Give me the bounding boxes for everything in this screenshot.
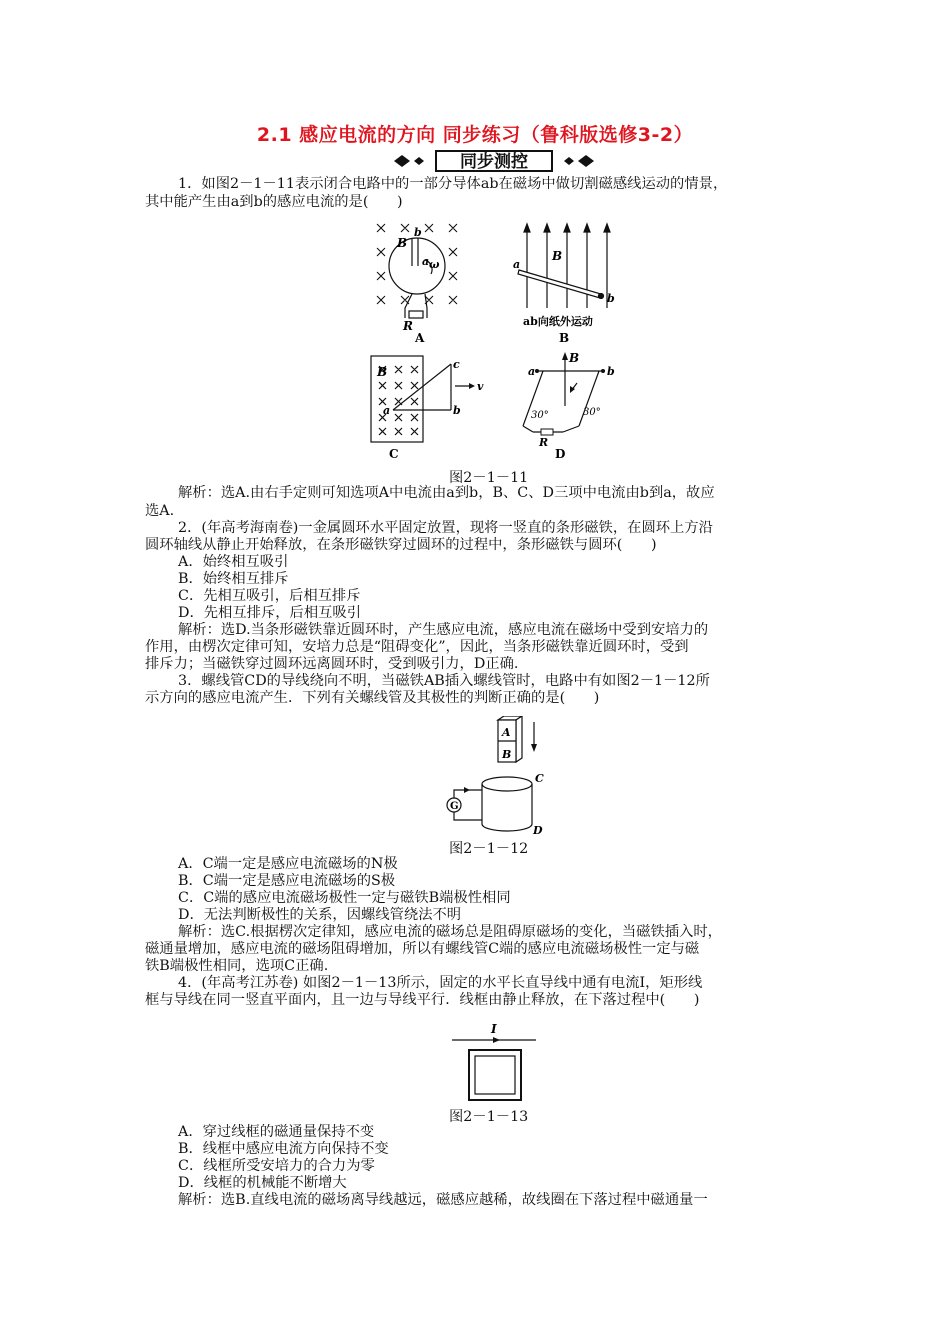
svg-text:B: B [377, 365, 388, 379]
q3-line-2: 示方向的感应电流产生．下列有关螺线管及其极性的判断正确的是( ) [145, 690, 600, 706]
q4-option-a: A．穿过线框的磁通量保持不变 [178, 1124, 375, 1140]
svg-text:a: a [422, 255, 430, 268]
figure-caption-2-1-11: 图2－1－11 [449, 470, 529, 486]
q2-option-b: B．始终相互排斥 [178, 571, 289, 587]
svg-text:a: a [383, 404, 391, 417]
q3-line-1: 3．螺线管CD的导线绕向不明，当磁铁AB插入螺线管时，电路中有如图2－1－12所 [178, 673, 710, 689]
svg-text:I: I [491, 1022, 497, 1036]
svg-text:B: B [397, 236, 408, 250]
q3-answer-line-1: 解析：选C.根据楞次定律知，感应电流的磁场总是阻碍原磁场的变化，当磁铁插入时， [178, 924, 722, 940]
q4-option-d: D．线框的机械能不断增大 [178, 1175, 347, 1191]
q3-option-c: C．C端的感应电流磁场极性一定与磁铁B端极性相同 [178, 890, 511, 906]
figure-2-1-13 [450, 1020, 540, 1102]
q2-option-c: C．先相互吸引，后相互排斥 [178, 588, 361, 604]
svg-text:B: B [502, 748, 512, 761]
q1-answer-line-1: 解析：选A.由右手定则可知选项A中电流由a到b，B、C、D三项中电流由b到a，故应 [178, 485, 715, 501]
q3-answer-line-2: 磁通量增加，感应电流的磁场阻碍增加，所以有螺线管C端的感应电流磁场极性一定与磁 [145, 941, 700, 957]
svg-text:R: R [403, 319, 413, 333]
svg-text:30°: 30° [531, 410, 549, 421]
svg-text:B: B [552, 249, 563, 263]
q2-line-2: 圆环轴线从静止开始释放，在条形磁铁穿过圆环的过程中，条形磁铁与圆环( ) [145, 537, 657, 553]
q4-option-b: B．线框中感应电流方向保持不变 [178, 1141, 389, 1157]
q3-option-a: A．C端一定是感应电流磁场的N极 [178, 856, 398, 872]
section-banner [392, 150, 596, 172]
svg-text:v: v [477, 380, 484, 393]
svg-text:A: A [502, 726, 511, 739]
svg-text:a: a [528, 365, 536, 378]
panel-b-diagram [518, 224, 610, 308]
figure-2-1-11 [365, 218, 635, 463]
svg-text:30°: 30° [583, 407, 601, 418]
svg-text:b: b [607, 292, 615, 305]
svg-text:R: R [539, 436, 549, 449]
q2-option-d: D．先相互排斥，后相互吸引 [178, 605, 362, 621]
q4-option-c: C．线框所受安培力的合力为零 [178, 1158, 375, 1174]
svg-text:b: b [607, 365, 615, 378]
q4-line-2: 框与导线在同一竖直平面内，且一边与导线平行．线框由静止释放，在下落过程中( ) [145, 992, 700, 1008]
q2-answer-line-1: 解析：选D.当条形磁铁靠近圆环时，产生感应电流，感应电流在磁场中受到安培力的 [178, 622, 709, 638]
svg-text:G: G [450, 801, 459, 812]
svg-text:b: b [414, 226, 422, 239]
panel-label-a: A [415, 331, 425, 345]
svg-text:C: C [535, 772, 544, 785]
panel-label-b: B [559, 331, 570, 345]
q3-option-b: B．C端一定是感应电流磁场的S极 [178, 873, 396, 889]
svg-text:ω: ω [429, 258, 440, 271]
svg-text:D: D [533, 824, 543, 837]
panel-b-note: ab向纸外运动 [523, 315, 593, 328]
panel-label-c: C [389, 447, 399, 461]
q4-line-1: 4．(年高考江苏卷) 如图2－1－13所示，固定的水平长直导线中通有电流I，矩形线 [178, 975, 703, 991]
svg-text:B: B [569, 351, 580, 365]
figure-caption-2-1-13: 图2－1－13 [449, 1109, 529, 1125]
page-title: 2.1 感应电流的方向 同步练习（鲁科版选修3-2） [256, 124, 694, 146]
svg-text:a: a [513, 258, 521, 271]
banner-text: 同步测控 [460, 152, 528, 172]
q2-option-a: A．始终相互吸引 [178, 554, 289, 570]
svg-text:c: c [453, 358, 460, 371]
figure-caption-2-1-12: 图2－1－12 [449, 841, 529, 857]
q3-answer-line-3: 铁B端极性相同，选项C正确. [145, 958, 329, 974]
q2-line-1: 2．(年高考海南卷)一金属圆环水平固定放置，现将一竖直的条形磁铁，在圆环上方沿 [178, 520, 713, 536]
panel-label-d: D [555, 447, 566, 461]
q3-option-d: D．无法判断极性的关系，因螺线管绕法不明 [178, 907, 462, 923]
q2-answer-line-3: 排斥力；当磁铁穿过圆环远离圆环时，受到吸引力，D正确. [145, 656, 519, 672]
q1-line-1: 1．如图2－1－11表示闭合电路中的一部分导体ab在磁场中做切割磁感线运动的情景， [178, 176, 728, 192]
figure-2-1-12 [440, 716, 550, 838]
q2-answer-line-2: 作用，由楞次定律可知，安培力总是“阻碍变化”，因此，当条形磁铁靠近圆环时，受到 [145, 639, 689, 655]
q1-answer-line-2: 选A. [145, 503, 175, 519]
q1-line-2: 其中能产生由a到b的感应电流的是( ) [145, 194, 403, 210]
svg-text:b: b [453, 404, 461, 417]
q4-answer-line-1: 解析：选B.直线电流的磁场离导线越远，磁感应越稀，故线圈在下落过程中磁通量一 [178, 1192, 708, 1208]
